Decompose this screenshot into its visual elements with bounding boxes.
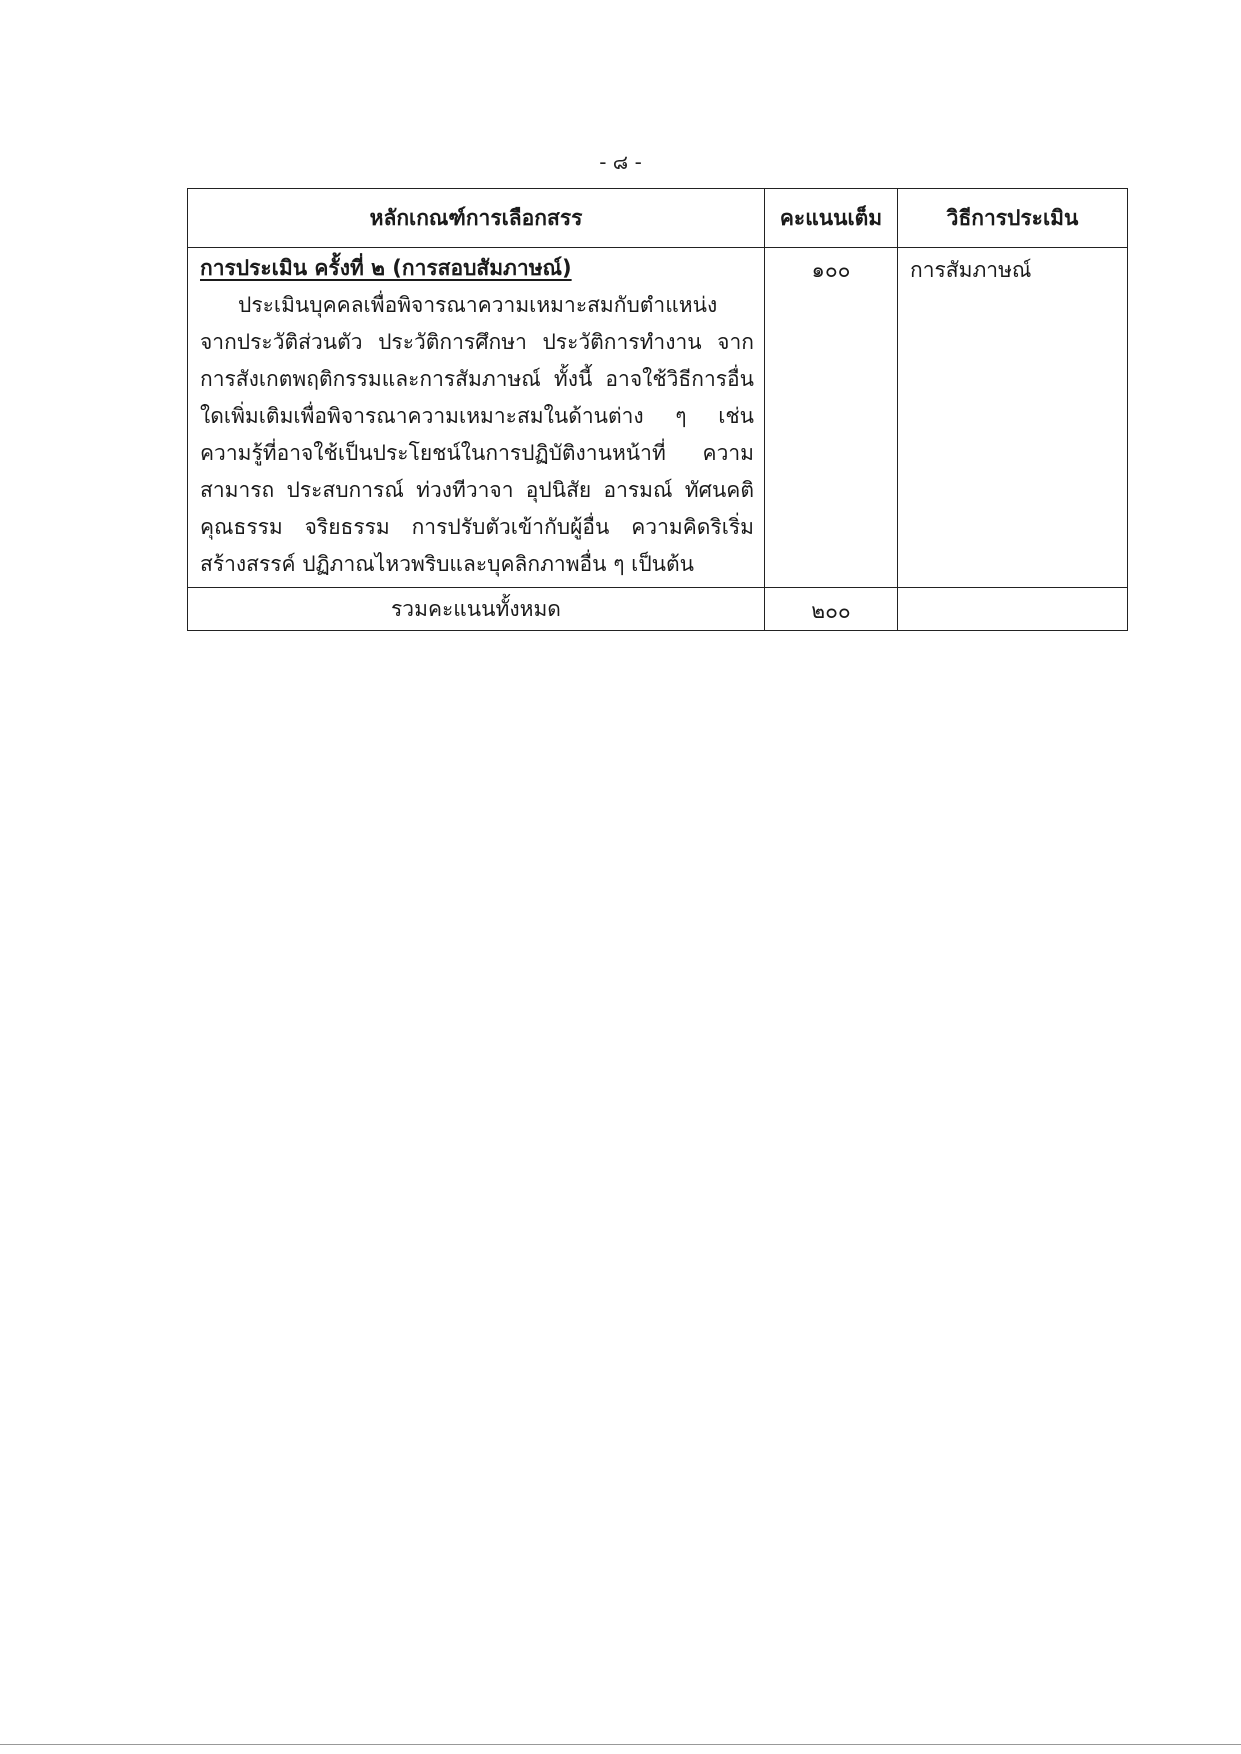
total-label: รวมคะแนนทั้งหมด xyxy=(188,588,765,631)
criteria-cell xyxy=(188,248,765,588)
page-bottom-edge xyxy=(0,1744,1241,1745)
table-row xyxy=(188,248,1128,588)
total-row xyxy=(188,588,1128,631)
criteria-description: ประเมินบุคคลเพื่อพิจารณาความเหมาะสมกับตำแหน่ง จากประวัติส่วนตัว ประวัติการศึกษา ประวัติการทำงาน จากการสังเกตพฤติกรรมและการสัมภาษณ์ ทั้งนี้ อาจใช้วิธีการอื่นใดเพิ่มเติมเพื่อพิจารณาความเหมาะสมในด้านต่าง ๆ เช่น ความรู้ที่อาจใช้เป็นประโยชน์ในการปฏิบัติงานหน้าที่ ความสามารถ ประสบการณ์ ท่วงทีวาจา อุปนิสัย อารมณ์ ทัศนคติ คุณธรรม จริยธรรม การปรับตัวเข้ากับผู้อื่น ความคิดริเริ่มสร้างสรรค์ ปฏิภาณไหวพริบและบุคลิกภาพอื่น ๆ เป็นต้น xyxy=(200,293,754,576)
header-full-score: คะแนนเต็ม xyxy=(765,189,898,248)
header-criteria: หลักเกณฑ์การเลือกสรร xyxy=(188,189,765,248)
criteria-title: การประเมิน ครั้งที่ ๒ (การสอบสัมภาษณ์) xyxy=(200,256,572,280)
total-score: ๒๐๐ xyxy=(765,588,898,631)
header-method: วิธีการประเมิน xyxy=(898,189,1128,248)
table-header-row xyxy=(188,189,1128,248)
method-cell: การสัมภาษณ์ xyxy=(898,248,1128,588)
full-score-cell: ๑๐๐ xyxy=(765,248,898,588)
selection-criteria-table xyxy=(187,188,1128,631)
total-method xyxy=(898,588,1128,631)
page-number: - ๘ - xyxy=(599,150,642,174)
